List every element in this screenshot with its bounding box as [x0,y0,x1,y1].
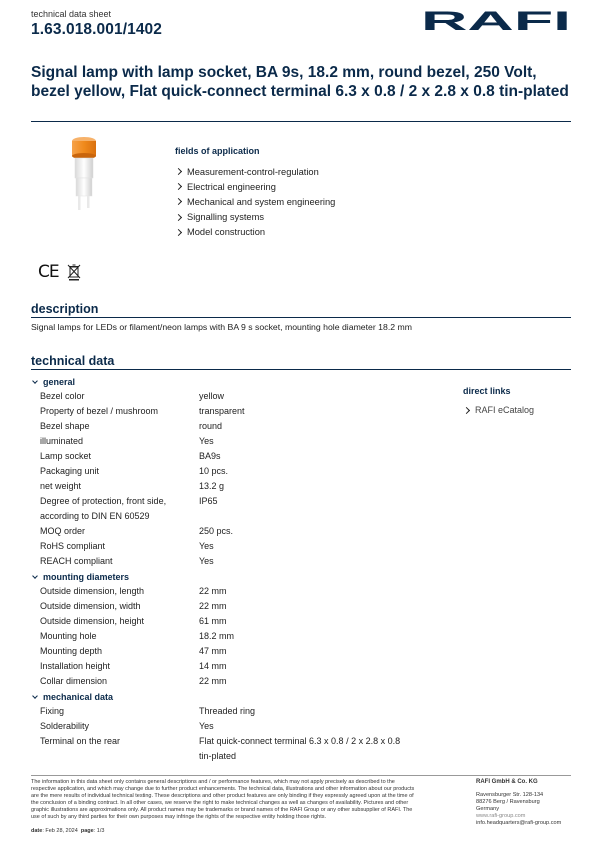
row-value: 13.2 g [199,481,225,491]
row-value: 22 mm [199,601,227,611]
row-key: illuminated [40,436,84,446]
row-key: Outside dimension, width [40,601,141,611]
list-item-label: Model construction [187,227,266,238]
table-row [31,479,441,494]
table-row [31,719,441,734]
legal-disclaimer: The information in this data sheet only contains general descriptions and / or performance features, which may not apply precisely as described to the respective application, and which may change due to further product enhancements. The technical data, illustrations and other information about our products are the mere results of individual technical testing. These descriptions and other product features are only binding if they expressly agreed upon at the time of the conclusion of a binding contract. In all other cases, we reserve the right to make technical changes as well as changes of availability. Pictures and other graphic illustrations are approximations only. All product names may be trademarks or brand names of the RAFI Group or any other subsupplier of RAFI. The use of such by any third parties for their own purposes may infringe the rights of the respective entity holding those rights. [31,779,415,820]
row-key: Bezel color [40,391,85,401]
row-value: Yes [199,721,214,731]
list-item [175,164,335,179]
table-row [31,644,441,659]
row-key: Packaging unit [40,466,100,476]
row-value: 22 mm [199,586,227,596]
row-key: Fixing [40,706,65,716]
description-divider [31,317,571,318]
row-value: 14 mm [199,661,227,671]
certification-marks [38,262,81,282]
row-value: 10 pcs. [199,466,229,476]
page-label: page [80,828,94,834]
row-key: Lamp socket [40,451,92,461]
chevron-down-icon [32,378,38,384]
date-label: date [31,828,43,834]
list-item-label: Signalling systems [187,212,264,223]
address-line: Ravensburger Str. 128-134 [476,791,544,798]
row-key: Terminal on the rear [40,736,121,746]
document-kind: technical data sheet [31,9,112,19]
chevron-right-icon [463,406,470,413]
table-row [31,614,441,629]
row-key: net weight [40,481,82,491]
row-value: Yes [199,436,214,446]
row-value: 61 mm [199,616,227,626]
row-key: Mounting depth [40,646,103,656]
address-line: Germany [476,805,500,812]
crossed-out-bin-icon [67,263,81,281]
row-value: transparent [199,406,245,416]
fields-of-application-heading: fields of application [175,146,260,156]
row-key: Outside dimension, height [40,616,145,626]
row-key: Outside dimension, length [40,586,145,596]
company-address [476,779,561,826]
table-row [31,554,441,569]
group-mechanical-data[interactable] [31,689,441,704]
group-title: general [43,376,76,387]
row-key: RoHS compliant [40,541,106,551]
row-value: Threaded ring [199,706,256,716]
chevron-down-icon [32,573,38,579]
list-item-label: Electrical engineering [187,181,276,192]
list-item [175,179,335,194]
group-general[interactable] [31,374,441,389]
address-line: 88276 Berg / Ravensburg [476,798,540,805]
email-link[interactable]: info.headquarters@rafi-group.com [476,819,562,826]
technical-data-table [31,374,441,764]
group-title: mounting diameters [43,571,130,582]
direct-links [463,386,534,415]
row-key: Mounting hole [40,631,97,641]
chevron-right-icon [175,168,182,175]
chevron-right-icon [175,229,182,236]
direct-links-heading: direct links [463,386,511,396]
chevron-right-icon [175,183,182,190]
row-key: Solderability [40,721,90,731]
row-key: Collar dimension [40,676,108,686]
table-row [31,704,441,719]
table-row [31,674,441,689]
row-key: Bezel shape [40,421,90,431]
row-key: Installation height [40,661,111,671]
table-row [31,404,441,419]
row-key: Property of bezel / mushroom [40,406,159,416]
table-row [31,464,441,479]
group-title: mechanical data [43,691,114,702]
row-value: 47 mm [199,646,227,656]
table-row [31,449,441,464]
row-value: Yes [199,556,214,566]
table-row [31,434,441,449]
row-value: IP65 [199,496,218,506]
table-row [31,629,441,644]
ce-mark: CE [38,262,59,282]
row-key: Degree of protection, front side, according to DIN EN 60529 [40,496,167,521]
list-item [175,225,335,240]
list-item-label: Mechanical and system engineering [187,196,336,207]
row-value: 250 pcs. [199,526,234,536]
table-row [31,584,441,599]
table-row [31,659,441,674]
table-row [31,539,441,554]
footer-divider [31,775,571,776]
table-row [31,524,441,539]
table-row [31,389,441,404]
list-item [175,194,335,209]
chevron-right-icon [175,198,182,205]
fields-of-application-list [175,164,335,240]
row-value: BA9s [199,451,221,461]
table-row [31,419,441,434]
row-value: yellow [199,391,225,401]
table-row [31,734,441,764]
row-value: 22 mm [199,676,227,686]
group-mounting-diameters[interactable] [31,569,441,584]
row-value: Flat quick-connect terminal 6.3 x 0.8 / 2 x 2.8 x 0.8 tin-plated [199,736,401,761]
row-key: MOQ order [40,526,86,536]
list-item-label: Measurement-control-regulation [187,166,319,177]
row-key: REACH compliant [40,556,113,566]
table-row [31,599,441,614]
logo-text: RAFI [421,8,571,32]
product-title: Signal lamp with lamp socket, BA 9s, 18.2 mm, round bezel, 250 Volt, bezel yellow, Flat quick-connect terminal 6.3 x 0.8 / 2 x 2.8 x 0.8 tin-plated [31,64,569,100]
chevron-down-icon [32,693,38,699]
company-name: RAFI GmbH & Co. KG [476,779,538,785]
chevron-right-icon [175,214,182,221]
page-value: 1/3 [96,828,105,834]
date-value: Feb 28, 2024 [45,828,78,834]
technical-data-heading: technical data [31,354,115,368]
website-link[interactable]: www.rafi-group.com [476,812,526,819]
technical-data-divider [31,369,571,370]
title-divider [31,121,571,122]
description-text: Signal lamps for LEDs or filament/neon lamps with BA 9 s socket, mounting hole diameter 18.2 mm [31,322,412,332]
row-value: round [199,421,223,431]
product-image [64,134,104,214]
row-value: Yes [199,541,214,551]
link-label: RAFI eCatalog [475,405,535,415]
description-heading: description [31,302,99,316]
ecatalog-link[interactable] [463,405,534,415]
part-number: 1.63.018.001/1402 [31,21,162,38]
rafi-logo [420,8,572,32]
row-value: 18.2 mm [199,631,235,641]
footer-meta: date: Feb 28, 2024 page: 1/3 [31,828,105,834]
list-item [175,210,335,225]
table-row [31,494,441,524]
